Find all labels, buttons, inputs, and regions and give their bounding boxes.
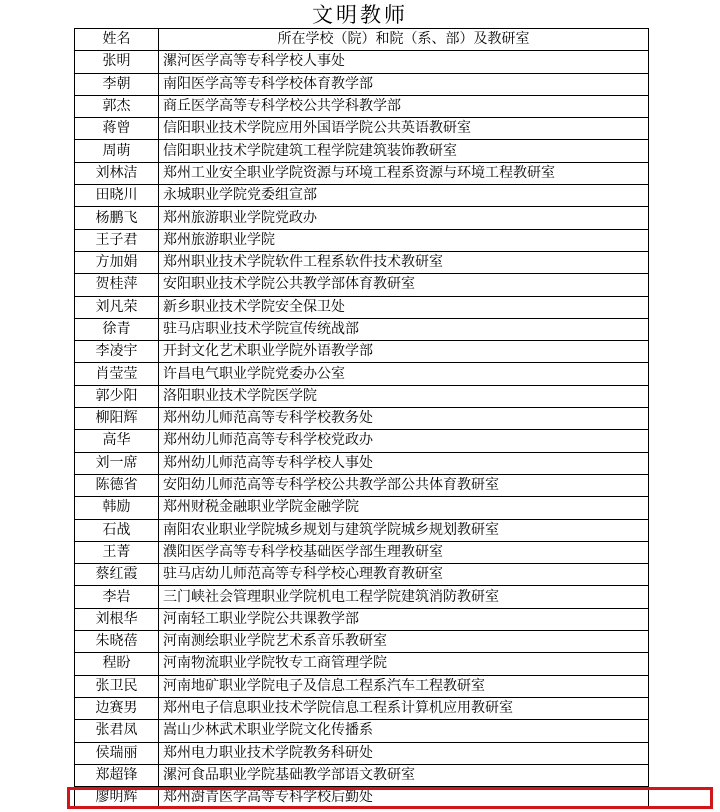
institution-cell: 河南测绘职业学院艺术系音乐教研室 [159,631,649,653]
institution-cell: 驻马店职业技术学院宣传统战部 [159,318,649,340]
teacher-name-cell: 廖明辉 [75,787,159,809]
institution-cell: 驻马店幼儿师范高等专科学校心理教育教研室 [159,564,649,586]
teacher-name-cell: 李凌宇 [75,341,159,363]
teacher-name-cell: 刘根华 [75,608,159,630]
table-row [75,653,649,675]
institution-cell: 河南轻工职业学院公共课教学部 [159,608,649,630]
teacher-name-cell: 王子君 [75,229,159,251]
institution-cell: 南阳医学高等专科学校体育教学部 [159,73,649,95]
table-row [75,274,649,296]
institution-cell: 河南物流职业学院牧专工商管理学院 [159,653,649,675]
institution-cell: 嵩山少林武术职业学院文化传播系 [159,720,649,742]
teacher-name-cell: 李朝 [75,73,159,95]
table-row [75,586,649,608]
table-header-row [75,29,649,51]
institution-cell: 安阳职业技术学院公共教学部体育教研室 [159,274,649,296]
table-row [75,764,649,786]
institution-cell: 洛阳职业技术学院医学院 [159,385,649,407]
institution-cell: 郑州电子信息职业技术学院信息工程系计算机应用教研室 [159,697,649,719]
institution-cell: 郑州幼儿师范高等专科学校人事处 [159,452,649,474]
table-row [75,564,649,586]
institution-cell: 商丘医学高等专科学校公共学科教学部 [159,95,649,117]
teacher-name-cell: 郑超锋 [75,764,159,786]
table-row [75,318,649,340]
table-row [75,497,649,519]
table-row [75,363,649,385]
teacher-name-cell: 侯瑞丽 [75,742,159,764]
teacher-name-cell: 田晓川 [75,185,159,207]
table-row [75,720,649,742]
institution-cell: 永城职业学院党委组宣部 [159,185,649,207]
teacher-name-cell: 肖莹莹 [75,363,159,385]
institution-cell: 郑州财税金融职业学院金融学院 [159,497,649,519]
teacher-name-cell: 韩励 [75,497,159,519]
institution-cell: 郑州职业技术学院软件工程系软件技术教研室 [159,251,649,273]
institution-cell: 信阳职业技术学院应用外国语学院公共英语教研室 [159,118,649,140]
institution-cell: 三门峡社会管理职业学院机电工程学院建筑消防教研室 [159,586,649,608]
teacher-name-cell: 蒋曾 [75,118,159,140]
table-row [75,675,649,697]
teacher-name-cell: 刘凡荣 [75,296,159,318]
institution-cell: 郑州工业安全职业学院资源与环境工程系资源与环境工程教研室 [159,162,649,184]
teacher-name-cell: 程盼 [75,653,159,675]
institution-cell: 新乡职业技术学院安全保卫处 [159,296,649,318]
table-row [75,140,649,162]
teacher-name-cell: 边赛男 [75,697,159,719]
institution-cell: 安阳幼儿师范高等专科学校公共教学部公共体育教研室 [159,474,649,496]
table-row [75,408,649,430]
table-row [75,162,649,184]
table-row [75,452,649,474]
teacher-table [74,28,649,809]
teacher-name-cell: 刘一席 [75,452,159,474]
teacher-name-cell: 张君凤 [75,720,159,742]
name-column-header: 姓名 [75,29,159,51]
teacher-name-cell: 石战 [75,519,159,541]
teacher-name-cell: 王菁 [75,541,159,563]
table-row [75,185,649,207]
table-row [75,51,649,73]
teacher-name-cell: 柳阳辉 [75,408,159,430]
table-row [75,474,649,496]
table-row [75,608,649,630]
table-row [75,697,649,719]
teacher-name-cell: 蔡红霞 [75,564,159,586]
table-row [75,207,649,229]
table-row [75,385,649,407]
teacher-name-cell: 张明 [75,51,159,73]
table-body [75,51,649,809]
teacher-name-cell: 杨鹏飞 [75,207,159,229]
teacher-name-cell: 郭少阳 [75,385,159,407]
table-row [75,519,649,541]
institution-cell: 郑州旅游职业学院党政办 [159,207,649,229]
institution-cell: 漯河医学高等专科学校人事处 [159,51,649,73]
institution-cell: 河南地矿职业学院电子及信息工程系汽车工程教研室 [159,675,649,697]
org-column-header: 所在学校（院）和院（系、部）及教研室 [159,29,649,51]
teacher-name-cell: 徐青 [75,318,159,340]
institution-cell: 开封文化艺术职业学院外语教学部 [159,341,649,363]
teacher-name-cell: 贺桂萍 [75,274,159,296]
table-row [75,229,649,251]
teacher-name-cell: 刘林洁 [75,162,159,184]
teacher-name-cell: 郭杰 [75,95,159,117]
institution-cell: 郑州幼儿师范高等专科学校党政办 [159,430,649,452]
teacher-name-cell: 朱晓蓓 [75,631,159,653]
table-row [75,631,649,653]
teacher-name-cell: 张卫民 [75,675,159,697]
institution-cell: 郑州幼儿师范高等专科学校教务处 [159,408,649,430]
teacher-name-cell: 周萌 [75,140,159,162]
table-row [75,430,649,452]
table-row [75,73,649,95]
institution-cell: 濮阳医学高等专科学校基础医学部生理教研室 [159,541,649,563]
institution-cell: 信阳职业技术学院建筑工程学院建筑装饰教研室 [159,140,649,162]
institution-cell: 郑州电力职业技术学院教务科研处 [159,742,649,764]
table-row [75,787,649,809]
table-row [75,341,649,363]
institution-cell: 南阳农业职业学院城乡规划与建筑学院城乡规划教研室 [159,519,649,541]
table-row [75,742,649,764]
institution-cell: 漯河食品职业学院基础教学部语文教研室 [159,764,649,786]
institution-cell: 郑州澍青医学高等专科学校后勤处 [159,787,649,809]
table-row [75,296,649,318]
teacher-name-cell: 高华 [75,430,159,452]
page-title: 文明教师 [312,3,408,27]
teacher-name-cell: 陈德省 [75,474,159,496]
table-row [75,95,649,117]
institution-cell: 许昌电气职业学院党委办公室 [159,363,649,385]
table-row [75,251,649,273]
table-row [75,118,649,140]
table-row [75,541,649,563]
teacher-name-cell: 李岩 [75,586,159,608]
institution-cell: 郑州旅游职业学院 [159,229,649,251]
teacher-name-cell: 方加娟 [75,251,159,273]
